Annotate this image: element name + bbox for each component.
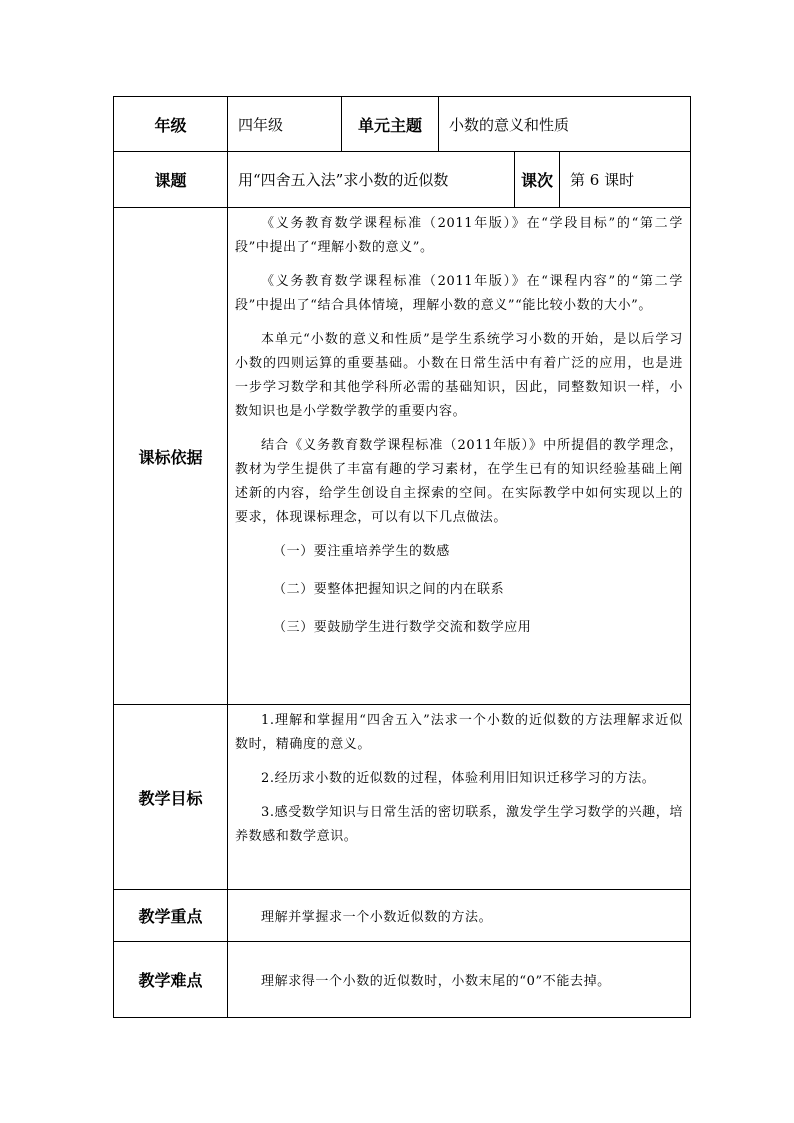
standards-content bbox=[228, 208, 691, 705]
objective-item: 3.感受数学知识与日常生活的密切联系，激发学生学习数学的兴趣，培养数感和数学意识。 bbox=[235, 805, 683, 844]
standards-row bbox=[114, 208, 691, 705]
key-point-content bbox=[228, 890, 691, 942]
topic-value: 用“四舍五入法”求小数的近似数 bbox=[228, 152, 515, 208]
objectives-row bbox=[114, 705, 691, 890]
lesson-plan-table bbox=[113, 96, 691, 1018]
grade-row bbox=[114, 97, 691, 152]
standards-paragraph: 《义务教育数学课程标准（2011年版）》在“课程内容”的“第二学段”中提出了“结合具体情境，理解小数的意义”“能比较小数的大小”。 bbox=[235, 274, 683, 313]
standards-label: 课标依据 bbox=[114, 208, 228, 705]
objective-item: 1.理解和掌握用“四舍五入”法求一个小数的近似数的方法理解求近似数时，精确度的意义。 bbox=[235, 713, 683, 752]
difficulty-text: 理解求得一个小数的近似数时，小数末尾的“0”不能去掉。 bbox=[261, 974, 611, 989]
topic-label: 课题 bbox=[114, 152, 228, 208]
key-point-row bbox=[114, 890, 691, 942]
unit-value: 小数的意义和性质 bbox=[439, 97, 691, 152]
standards-list-item: （一）要注重培养学生的数感 bbox=[273, 544, 450, 559]
topic-row bbox=[114, 152, 691, 208]
difficulty-row bbox=[114, 942, 691, 1018]
objective-item: 2.经历求小数的近似数的过程，体验利用旧知识迁移学习的方法。 bbox=[261, 771, 656, 786]
standards-list-item: （三）要鼓励学生进行数学交流和数学应用 bbox=[273, 620, 532, 635]
grade-label: 年级 bbox=[114, 97, 228, 152]
key-point-text: 理解并掌握求一个小数近似数的方法。 bbox=[261, 910, 493, 925]
difficulty-label: 教学难点 bbox=[114, 942, 228, 1018]
grade-value: 四年级 bbox=[228, 97, 342, 152]
standards-list-item: （二）要整体把握知识之间的内在联系 bbox=[273, 582, 505, 597]
standards-paragraph: 本单元“小数的意义和性质”是学生系统学习小数的开始，是以后学习小数的四则运算的重要基础。小数在日常生活中有着广泛的应用，也是进一步学习数学和其他学科所必需的基础知识，因此，同整数知识一样，小数知识也是小学数学教学的重要内容。 bbox=[235, 332, 683, 419]
standards-paragraph: 结合《义务教育数学课程标准（2011年版）》中所提倡的教学理念，教材为学生提供了丰富有趣的学习素材，在学生已有的知识经验基础上阐述新的内容，给学生创设自主探索的空间。在实际教学中如何实现以上的要求，体现课标理念，可以有以下几点做法。 bbox=[235, 438, 683, 525]
objectives-label: 教学目标 bbox=[114, 705, 228, 890]
key-point-label: 教学重点 bbox=[114, 890, 228, 942]
session-value: 第 6 课时 bbox=[560, 152, 691, 208]
unit-label: 单元主题 bbox=[342, 97, 439, 152]
standards-paragraph: 《义务教育数学课程标准（2011年版）》在“学段目标”的“第二学段”中提出了“理解小数的意义”。 bbox=[235, 216, 683, 255]
session-label: 课次 bbox=[515, 152, 560, 208]
difficulty-content bbox=[228, 942, 691, 1018]
objectives-content bbox=[228, 705, 691, 890]
